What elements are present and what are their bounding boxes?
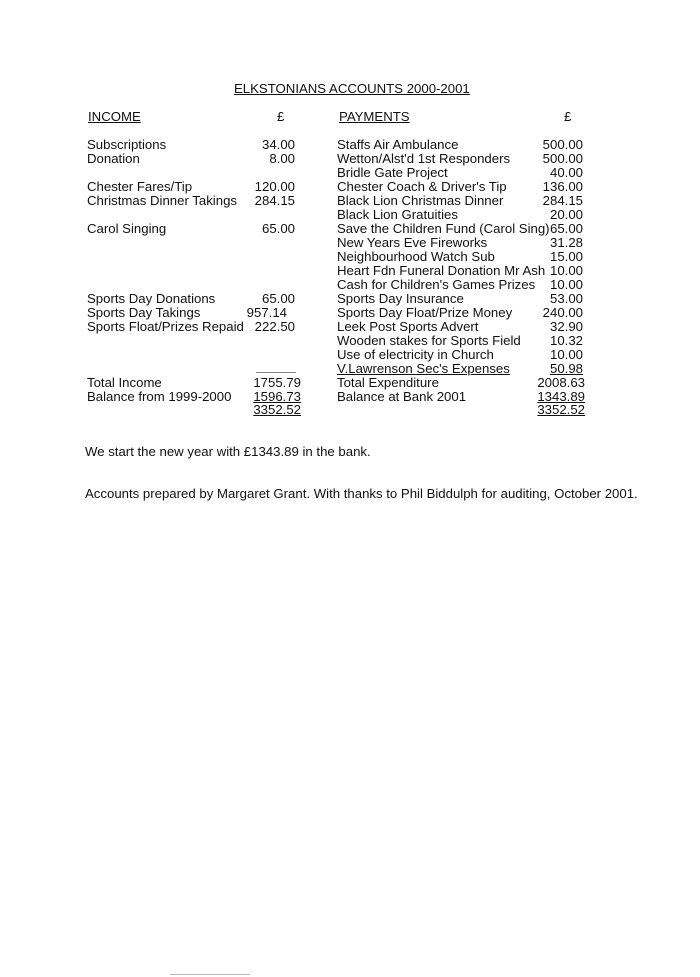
payment-label: Wooden stakes for Sports Field: [337, 333, 521, 348]
income-amount: 284.15: [254, 193, 295, 208]
bank-balance-amount: 1343.89: [537, 389, 585, 404]
income-label: Sports Day Takings: [87, 305, 201, 320]
scan-mark: [170, 974, 250, 975]
payment-amount: 20.00: [549, 207, 583, 222]
income-balance-amount: 1596.73: [253, 389, 301, 404]
income-amount: 65.00: [261, 221, 295, 236]
income-amount: 8.00: [269, 151, 295, 166]
new-year-note: We start the new year with £1343.89 in the bank.: [85, 444, 371, 459]
payment-amount: 10.00: [549, 347, 583, 362]
payment-label: Neighbourhood Watch Sub: [337, 249, 495, 264]
payment-amount: 240.00: [542, 305, 583, 320]
payment-label: New Years Eve Fireworks: [337, 235, 488, 250]
income-label: Christmas Dinner Takings: [87, 193, 237, 208]
payment-amount: 53.00: [549, 291, 583, 306]
income-amount: 120.00: [254, 179, 295, 194]
income-label: Carol Singing: [87, 221, 167, 236]
payment-amount: 500.00: [542, 151, 583, 166]
payment-amount: 284.15: [542, 193, 583, 208]
payment-amount: 15.00: [549, 249, 583, 264]
total-income-amount: 1755.79: [253, 375, 301, 390]
payment-label: Leek Post Sports Advert: [337, 319, 479, 334]
income-subtotal-rule: [256, 372, 296, 373]
income-label: Sports Day Donations: [87, 291, 216, 306]
total-expenditure-label: Total Expenditure: [337, 375, 439, 390]
income-amount: 65.00: [261, 291, 295, 306]
payment-label: Heart Fdn Funeral Donation Mr Ash: [337, 263, 546, 278]
payment-amount: 31.28: [549, 235, 583, 250]
income-amount: 34.00: [261, 137, 295, 152]
payment-label: Wetton/Alst'd 1st Responders: [337, 151, 511, 166]
income-amount: 222.50: [254, 319, 295, 334]
payment-label: Use of electricity in Church: [337, 347, 494, 362]
payment-label: Bridle Gate Project: [337, 165, 448, 180]
income-balance-label: Balance from 1999-2000: [87, 389, 232, 404]
payments-grand-total: 3352.52: [537, 402, 585, 417]
payment-amount: 40.00: [549, 165, 583, 180]
payment-amount: 10.32: [549, 333, 583, 348]
payments-header: PAYMENTS: [339, 109, 410, 124]
payment-amount: 10.00: [549, 277, 583, 292]
total-income-label: Total Income: [87, 375, 162, 390]
payment-label: Black Lion Christmas Dinner: [337, 193, 504, 208]
document-title: ELKSTONIANS ACCOUNTS 2000-2001: [234, 81, 470, 96]
payment-label: Save the Children Fund (Carol Sing): [337, 221, 550, 236]
payment-label: Chester Coach & Driver's Tip: [337, 179, 507, 194]
payment-amount: 32.90: [549, 319, 583, 334]
payment-amount: 50.98: [549, 361, 583, 376]
payment-amount: 10.00: [549, 263, 583, 278]
payment-amount: 500.00: [542, 137, 583, 152]
payment-amount: 65.00: [549, 221, 583, 236]
prepared-by-note: Accounts prepared by Margaret Grant. With thanks to Phil Biddulph for auditing, October 2001.: [85, 486, 638, 501]
payment-label: Staffs Air Ambulance: [337, 137, 459, 152]
payment-label: V.Lawrenson Sec's Expenses: [337, 361, 510, 376]
payment-amount: 136.00: [542, 179, 583, 194]
income-amount: 957.14: [246, 305, 287, 320]
payment-label: Cash for Children's Games Prizes: [337, 277, 536, 292]
income-label: Chester Fares/Tip: [87, 179, 193, 194]
income-currency: £: [277, 109, 285, 124]
income-grand-total: 3352.52: [253, 402, 301, 417]
bank-balance-label: Balance at Bank 2001: [337, 389, 467, 404]
total-expenditure-amount: 2008.63: [537, 375, 585, 390]
income-label: Subscriptions: [87, 137, 167, 152]
payment-label: Black Lion Gratuities: [337, 207, 458, 222]
payment-label: Sports Day Insurance: [337, 291, 464, 306]
income-header: INCOME: [88, 109, 141, 124]
income-label: Donation: [87, 151, 140, 166]
payments-currency: £: [564, 109, 572, 124]
payment-label: Sports Day Float/Prize Money: [337, 305, 513, 320]
income-label: Sports Float/Prizes Repaid: [87, 319, 244, 334]
